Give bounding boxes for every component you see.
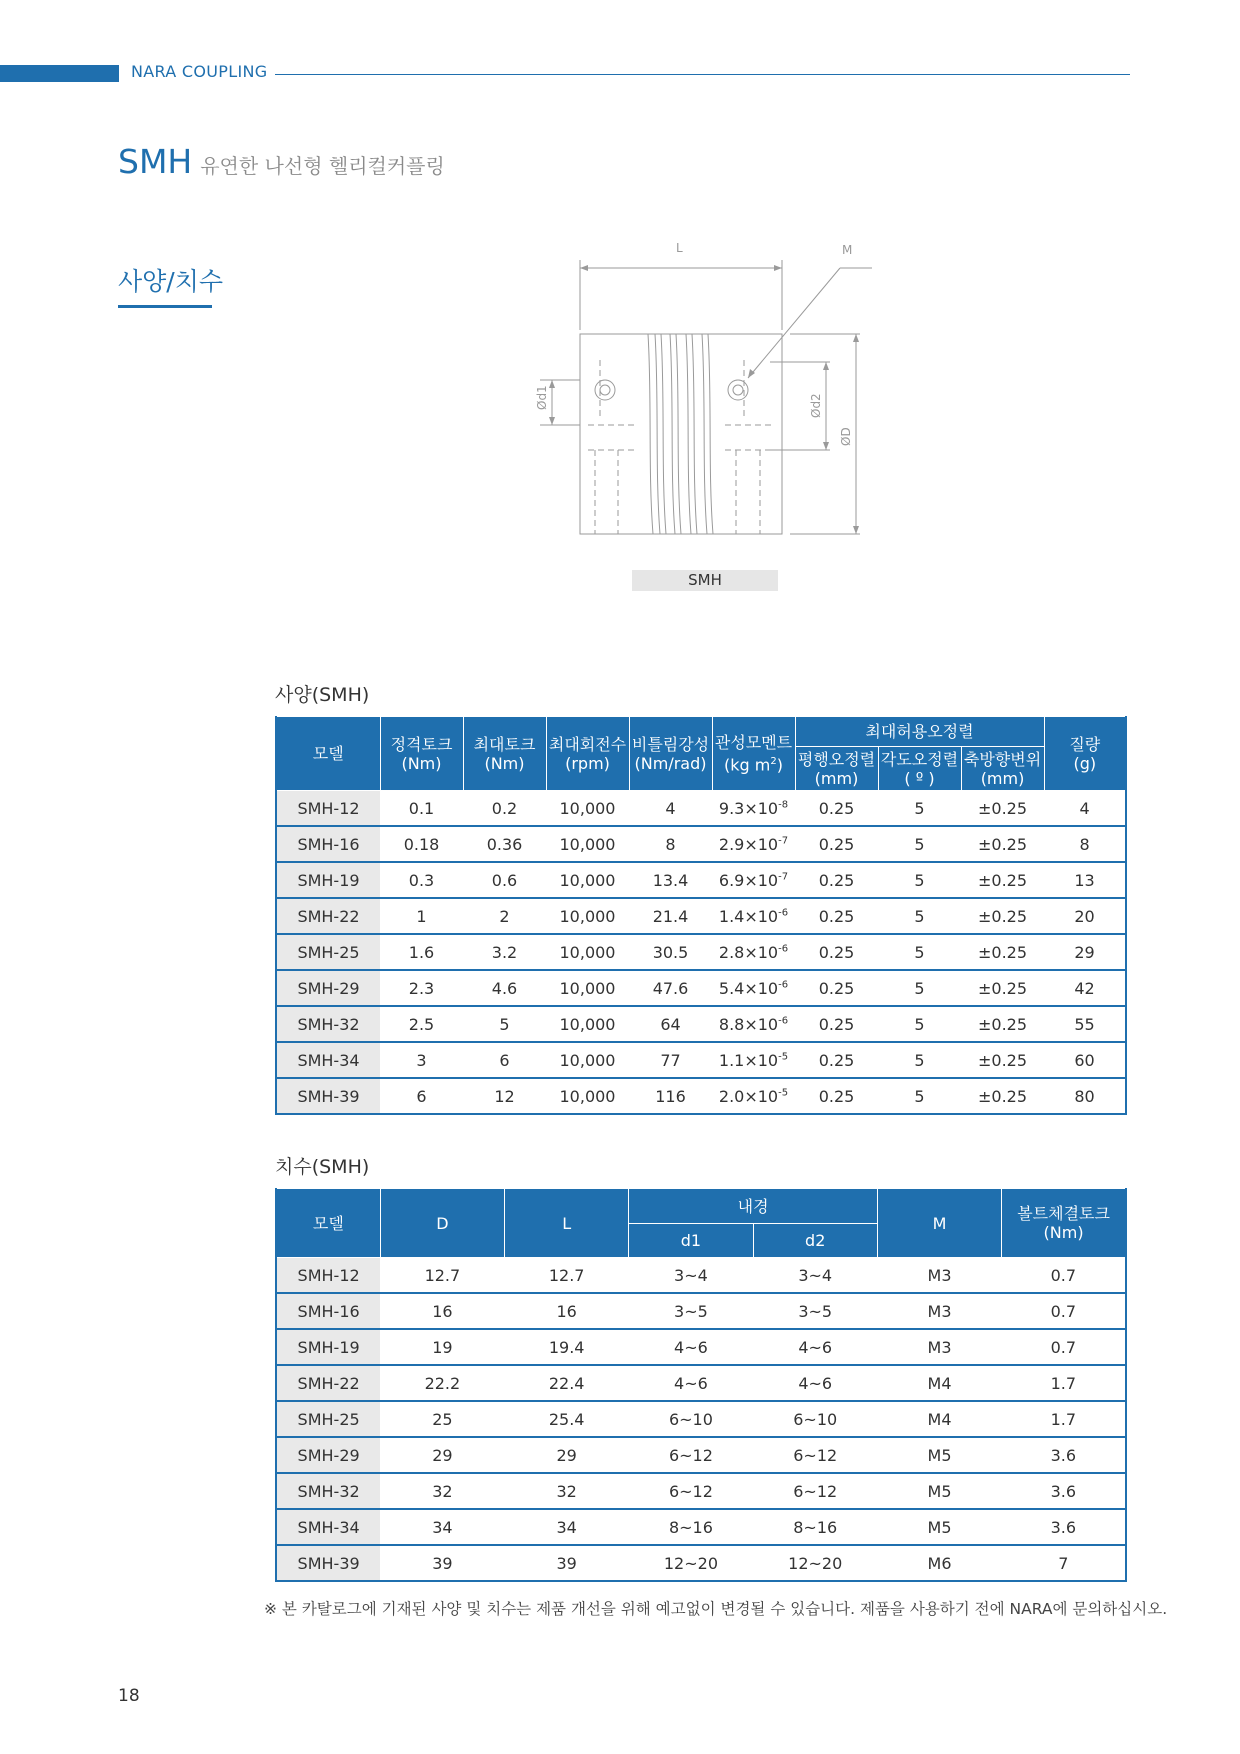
cell-angular: 5	[878, 898, 961, 934]
cell-mass: 4	[1044, 791, 1126, 827]
cell-rpm: 10,000	[546, 862, 629, 898]
table-row	[276, 1437, 1126, 1473]
cell-rated: 2.3	[380, 970, 463, 1006]
cell-rated: 0.18	[380, 826, 463, 862]
table-row	[276, 1401, 1126, 1437]
cell-inertia_base: $6.9\times 10^{-7}$	[712, 862, 795, 898]
cell-angular: 5	[878, 1042, 961, 1078]
table-row	[276, 898, 1126, 934]
section-underline	[118, 305, 212, 308]
cell-mass: 13	[1044, 862, 1126, 898]
cell-mass: 42	[1044, 970, 1126, 1006]
cell-d2: 3~4	[753, 1258, 877, 1294]
cell-rpm: 10,000	[546, 1042, 629, 1078]
spec-header-max-torque: 최대토크 (Nm)	[463, 717, 546, 791]
spec-header-rated-torque: 정격토크 (Nm)	[380, 717, 463, 791]
dim-table-title: 치수(SMH)	[275, 1156, 370, 1178]
cell-max: 12	[463, 1078, 546, 1114]
cell-model: SMH-32	[276, 1006, 380, 1042]
cell-parallel: 0.25	[795, 791, 878, 827]
dim-header-D: D	[380, 1189, 504, 1258]
cell-L: 29	[505, 1437, 629, 1473]
cell-d1: 4~6	[629, 1365, 753, 1401]
cell-M: M4	[877, 1365, 1001, 1401]
cell-rpm: 10,000	[546, 934, 629, 970]
spec-header-stiffness: 비틀림강성 (Nm/rad)	[629, 717, 712, 791]
spec-header-max-speed: 최대회전수 (rpm)	[546, 717, 629, 791]
cell-angular: 5	[878, 970, 961, 1006]
cell-D: 39	[380, 1545, 504, 1581]
cell-bolt: 3.6	[1002, 1473, 1126, 1509]
cell-parallel: 0.25	[795, 1078, 878, 1114]
cell-max: 0.36	[463, 826, 546, 862]
cell-d2: 3~5	[753, 1293, 877, 1329]
spec-header-misalignment: 최대허용오정렬	[795, 717, 1044, 747]
cell-mass: 8	[1044, 826, 1126, 862]
cell-model: SMH-29	[276, 970, 380, 1006]
cell-mass: 20	[1044, 898, 1126, 934]
table-row	[276, 1329, 1126, 1365]
table-row	[276, 1545, 1126, 1581]
cell-M: M6	[877, 1545, 1001, 1581]
table-row	[276, 1473, 1126, 1509]
cell-D: 32	[380, 1473, 504, 1509]
cell-M: M5	[877, 1509, 1001, 1545]
cell-inertia_base: $1.1\times 10^{-5}$	[712, 1042, 795, 1078]
cell-rpm: 10,000	[546, 826, 629, 862]
cell-inertia_base: $1.4\times 10^{-6}$	[712, 898, 795, 934]
cell-rpm: 10,000	[546, 970, 629, 1006]
cell-d1: 3~4	[629, 1258, 753, 1294]
table-row	[276, 970, 1126, 1006]
cell-bolt: 1.7	[1002, 1401, 1126, 1437]
page-number: 18	[118, 1686, 140, 1706]
cell-parallel: 0.25	[795, 1006, 878, 1042]
cell-d1: 8~16	[629, 1509, 753, 1545]
cell-stiff: 13.4	[629, 862, 712, 898]
cell-model: SMH-12	[276, 791, 380, 827]
cell-bolt: 0.7	[1002, 1258, 1126, 1294]
cell-stiff: 116	[629, 1078, 712, 1114]
dim-label-M: M	[842, 243, 853, 257]
dim-label-L: L	[676, 241, 683, 255]
cell-d1: 12~20	[629, 1545, 753, 1581]
cell-mass: 80	[1044, 1078, 1126, 1114]
cell-max: 5	[463, 1006, 546, 1042]
cell-stiff: 21.4	[629, 898, 712, 934]
cell-inertia_base: $5.4\times 10^{-6}$	[712, 970, 795, 1006]
cell-L: 12.7	[505, 1258, 629, 1294]
cell-axial: ±0.25	[961, 970, 1044, 1006]
cell-d2: 4~6	[753, 1329, 877, 1365]
cell-rated: 1.6	[380, 934, 463, 970]
cell-L: 22.4	[505, 1365, 629, 1401]
section-heading: 사양/치수	[118, 267, 224, 296]
cell-model: SMH-19	[276, 1329, 380, 1365]
cell-inertia_base: $2.9\times 10^{-7}$	[712, 826, 795, 862]
title-model: SMH	[118, 142, 193, 181]
cell-rated: 6	[380, 1078, 463, 1114]
dim-header-model: 모델	[276, 1189, 380, 1258]
cell-model: SMH-19	[276, 862, 380, 898]
cell-axial: ±0.25	[961, 1006, 1044, 1042]
cell-max: 4.6	[463, 970, 546, 1006]
cell-d2: 4~6	[753, 1365, 877, 1401]
cell-M: M4	[877, 1401, 1001, 1437]
cell-mass: 29	[1044, 934, 1126, 970]
cell-angular: 5	[878, 1006, 961, 1042]
table-row	[276, 1293, 1126, 1329]
cell-angular: 5	[878, 791, 961, 827]
cell-parallel: 0.25	[795, 862, 878, 898]
cell-stiff: 64	[629, 1006, 712, 1042]
table-row	[276, 1006, 1126, 1042]
cell-axial: ±0.25	[961, 934, 1044, 970]
cell-axial: ±0.25	[961, 791, 1044, 827]
cell-angular: 5	[878, 1078, 961, 1114]
table-row	[276, 1042, 1126, 1078]
cell-parallel: 0.25	[795, 898, 878, 934]
table-row	[276, 1365, 1126, 1401]
cell-axial: ±0.25	[961, 898, 1044, 934]
cell-model: SMH-34	[276, 1509, 380, 1545]
cell-parallel: 0.25	[795, 826, 878, 862]
cell-inertia_base: $2.0\times 10^{-5}$	[712, 1078, 795, 1114]
cell-d2: 6~12	[753, 1473, 877, 1509]
cell-rpm: 10,000	[546, 898, 629, 934]
table-row	[276, 791, 1126, 827]
cell-model: SMH-12	[276, 1258, 380, 1294]
cell-axial: ±0.25	[961, 1078, 1044, 1114]
cell-rated: 2.5	[380, 1006, 463, 1042]
cell-parallel: 0.25	[795, 934, 878, 970]
cell-stiff: 30.5	[629, 934, 712, 970]
cell-d1: 3~5	[629, 1293, 753, 1329]
table-row	[276, 934, 1126, 970]
dim-label-d1: Ød1	[535, 385, 549, 410]
cell-rated: 0.3	[380, 862, 463, 898]
spec-table-title: 사양(SMH)	[275, 684, 370, 706]
table-row	[276, 1078, 1126, 1114]
cell-parallel: 0.25	[795, 970, 878, 1006]
cell-rpm: 10,000	[546, 791, 629, 827]
spec-header-axial: 축방향변위 (mm)	[961, 747, 1044, 791]
cell-max: 0.2	[463, 791, 546, 827]
dim-header-bolt-torque: 볼트체결토크 (Nm)	[1002, 1189, 1126, 1258]
dim-header-L: L	[505, 1189, 629, 1258]
table-row	[276, 1258, 1126, 1294]
dim-header-d2: d2	[753, 1224, 877, 1258]
spec-header-model: 모델	[276, 717, 380, 791]
cell-model: SMH-25	[276, 934, 380, 970]
header-accent-bar	[0, 65, 119, 82]
dim-table-body	[276, 1258, 1126, 1582]
cell-bolt: 0.7	[1002, 1329, 1126, 1365]
cell-D: 34	[380, 1509, 504, 1545]
cell-model: SMH-32	[276, 1473, 380, 1509]
dim-header-M: M	[877, 1189, 1001, 1258]
cell-angular: 5	[878, 934, 961, 970]
cell-stiff: 4	[629, 791, 712, 827]
cell-rated: 3	[380, 1042, 463, 1078]
spec-header-angular: 각도오정렬 ( º )	[878, 747, 961, 791]
cell-L: 32	[505, 1473, 629, 1509]
cell-d2: 12~20	[753, 1545, 877, 1581]
cell-M: M3	[877, 1258, 1001, 1294]
cell-rated: 0.1	[380, 791, 463, 827]
table-row	[276, 862, 1126, 898]
cell-axial: ±0.25	[961, 826, 1044, 862]
cell-model: SMH-29	[276, 1437, 380, 1473]
cell-model: SMH-39	[276, 1545, 380, 1581]
cell-rpm: 10,000	[546, 1006, 629, 1042]
cell-bolt: 1.7	[1002, 1365, 1126, 1401]
cell-angular: 5	[878, 862, 961, 898]
cell-model: SMH-34	[276, 1042, 380, 1078]
page-title	[118, 142, 445, 181]
cell-bolt: 3.6	[1002, 1509, 1126, 1545]
cell-stiff: 77	[629, 1042, 712, 1078]
cell-model: SMH-16	[276, 1293, 380, 1329]
dim-label-d2: Ød2	[809, 393, 823, 418]
cell-max: 3.2	[463, 934, 546, 970]
spec-header-parallel: 평행오정렬 (mm)	[795, 747, 878, 791]
cell-d1: 6~10	[629, 1401, 753, 1437]
cell-mass: 60	[1044, 1042, 1126, 1078]
cell-M: M5	[877, 1437, 1001, 1473]
cell-d2: 6~10	[753, 1401, 877, 1437]
coupling-drawing	[500, 241, 910, 560]
cell-axial: ±0.25	[961, 862, 1044, 898]
spec-table	[275, 716, 1127, 1115]
cell-max: 2	[463, 898, 546, 934]
cell-D: 19	[380, 1329, 504, 1365]
brand-label: NARA COUPLING	[131, 62, 268, 81]
cell-bolt: 7	[1002, 1545, 1126, 1581]
cell-model: SMH-22	[276, 898, 380, 934]
cell-L: 19.4	[505, 1329, 629, 1365]
spec-header-mass: 질량 (g)	[1044, 717, 1126, 791]
cell-D: 29	[380, 1437, 504, 1473]
cell-mass: 55	[1044, 1006, 1126, 1042]
cell-inertia_base: $9.3\times 10^{-8}$	[712, 791, 795, 827]
cell-L: 34	[505, 1509, 629, 1545]
cell-M: M3	[877, 1329, 1001, 1365]
cell-bolt: 0.7	[1002, 1293, 1126, 1329]
title-subtitle: 유연한 나선형 헬리컬커플링	[200, 154, 445, 178]
dim-label-D: ØD	[839, 427, 853, 446]
cell-axial: ±0.25	[961, 1042, 1044, 1078]
coupling-body-outline	[580, 334, 782, 534]
cell-d2: 6~12	[753, 1437, 877, 1473]
cell-angular: 5	[878, 826, 961, 862]
spec-table-body	[276, 791, 1126, 1115]
cell-inertia_base: $2.8\times 10^{-6}$	[712, 934, 795, 970]
cell-D: 25	[380, 1401, 504, 1437]
cell-max: 0.6	[463, 862, 546, 898]
cell-L: 16	[505, 1293, 629, 1329]
table-row	[276, 1509, 1126, 1545]
cell-parallel: 0.25	[795, 1042, 878, 1078]
table-row	[276, 826, 1126, 862]
cell-model: SMH-25	[276, 1401, 380, 1437]
cell-rated: 1	[380, 898, 463, 934]
cell-L: 25.4	[505, 1401, 629, 1437]
cell-D: 16	[380, 1293, 504, 1329]
cell-d1: 6~12	[629, 1437, 753, 1473]
cell-L: 39	[505, 1545, 629, 1581]
cell-d1: 6~12	[629, 1473, 753, 1509]
cell-model: SMH-39	[276, 1078, 380, 1114]
cell-bolt: 3.6	[1002, 1437, 1126, 1473]
cell-inertia_base: $8.8\times 10^{-6}$	[712, 1006, 795, 1042]
cell-M: M3	[877, 1293, 1001, 1329]
cell-d1: 4~6	[629, 1329, 753, 1365]
spec-header-inertia: 관성모멘트 (kg $m^2$)	[712, 717, 795, 791]
cell-D: 12.7	[380, 1258, 504, 1294]
cell-stiff: 47.6	[629, 970, 712, 1006]
disclaimer-note: ※ 본 카탈로그에 기재된 사양 및 치수는 제품 개선을 위해 예고없이 변경될 수 있습니다. 제품을 사용하기 전에 NARA에 문의하십시오.	[264, 1600, 1168, 1618]
cell-stiff: 8	[629, 826, 712, 862]
cell-D: 22.2	[380, 1365, 504, 1401]
cell-rpm: 10,000	[546, 1078, 629, 1114]
dim-table	[275, 1188, 1127, 1582]
cell-max: 6	[463, 1042, 546, 1078]
cell-M: M5	[877, 1473, 1001, 1509]
dim-header-d1: d1	[629, 1224, 753, 1258]
drawing-caption: SMH	[632, 570, 778, 591]
cell-model: SMH-22	[276, 1365, 380, 1401]
cell-model: SMH-16	[276, 826, 380, 862]
cell-d2: 8~16	[753, 1509, 877, 1545]
dim-header-bore: 내경	[629, 1189, 878, 1224]
header-rule	[275, 74, 1130, 75]
